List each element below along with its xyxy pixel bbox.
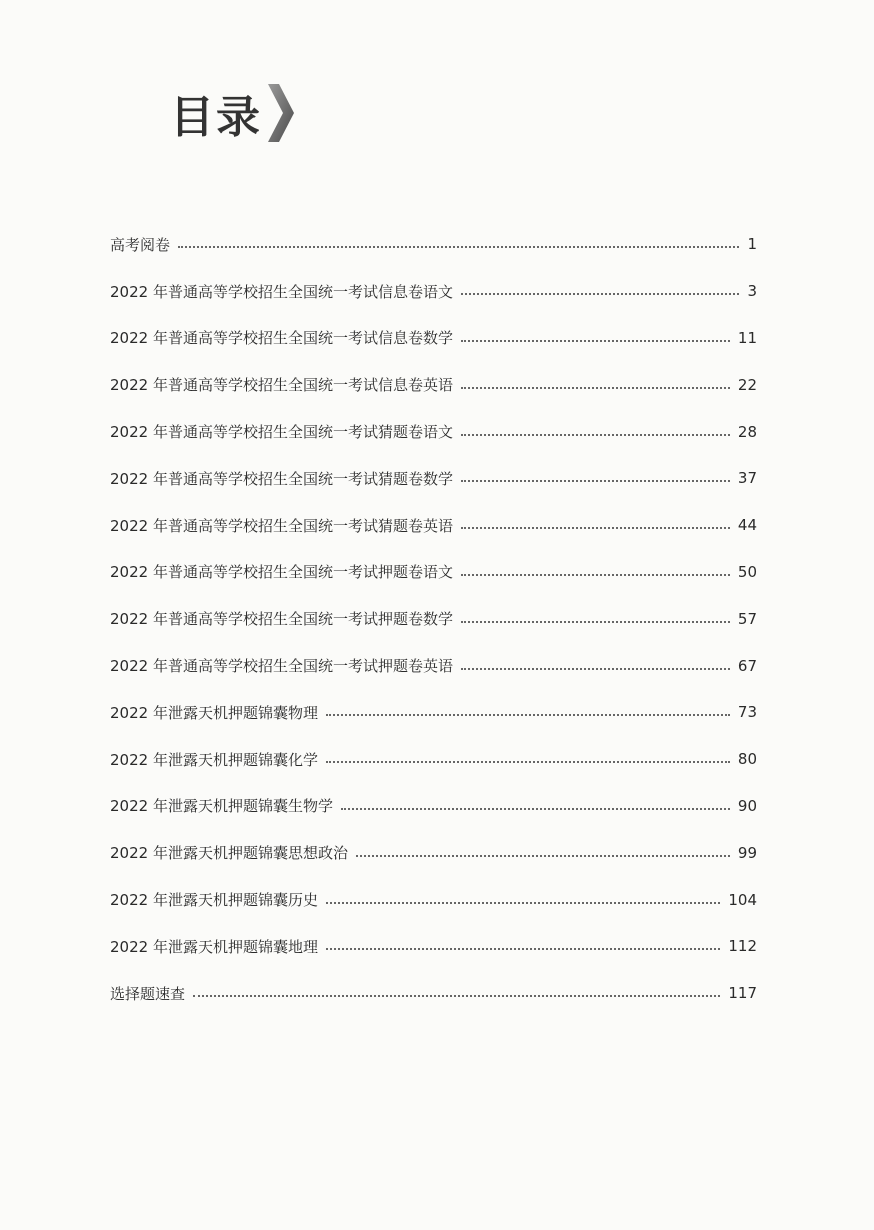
toc-page-number: 90 xyxy=(737,796,757,815)
toc-entry-title: 2022 年普通高等学校招生全国统一考试信息卷数学 xyxy=(110,329,453,348)
toc-entry[interactable] xyxy=(110,221,757,268)
dot-leader xyxy=(461,574,730,576)
table-of-contents xyxy=(110,221,757,1017)
dot-leader xyxy=(356,855,730,857)
dot-leader xyxy=(326,761,730,763)
toc-entry-title: 2022 年泄露天机押题锦囊生物学 xyxy=(110,797,333,816)
dot-leader xyxy=(326,714,730,716)
toc-entry-title: 2022 年泄露天机押题锦囊地理 xyxy=(110,937,318,956)
toc-page-number: 112 xyxy=(728,937,757,956)
dot-leader xyxy=(326,902,720,904)
toc-entry-title: 2022 年普通高等学校招生全国统一考试信息卷英语 xyxy=(110,376,453,395)
dot-leader xyxy=(461,387,730,389)
dot-leader xyxy=(461,621,730,623)
dot-leader xyxy=(461,527,730,529)
toc-entry[interactable] xyxy=(110,502,757,549)
toc-entry[interactable] xyxy=(110,315,757,362)
toc-entry-title: 2022 年普通高等学校招生全国统一考试押题卷数学 xyxy=(110,610,453,629)
toc-page-number: 28 xyxy=(737,422,757,441)
toc-entry-title: 2022 年普通高等学校招生全国统一考试猜题卷语文 xyxy=(110,423,453,442)
toc-page-number: 67 xyxy=(737,656,757,675)
toc-entry-title: 2022 年普通高等学校招生全国统一考试押题卷英语 xyxy=(110,657,453,676)
dot-leader xyxy=(461,668,730,670)
toc-entry-title: 2022 年泄露天机押题锦囊化学 xyxy=(110,750,318,769)
toc-entry[interactable] xyxy=(110,689,757,736)
dot-leader xyxy=(193,995,720,997)
toc-entry[interactable] xyxy=(110,923,757,970)
toc-entry-title: 2022 年普通高等学校招生全国统一考试猜题卷数学 xyxy=(110,469,453,488)
dot-leader xyxy=(461,434,730,436)
toc-entry[interactable] xyxy=(110,455,757,502)
toc-page-number: 22 xyxy=(737,375,757,394)
toc-entry[interactable] xyxy=(110,970,757,1017)
toc-page-number: 11 xyxy=(737,328,757,347)
toc-entry[interactable] xyxy=(110,783,757,830)
toc-page-number: 73 xyxy=(737,703,757,722)
toc-page-number: 44 xyxy=(737,516,757,535)
toc-entry-title: 2022 年泄露天机押题锦囊物理 xyxy=(110,703,318,722)
toc-page-number: 117 xyxy=(728,984,757,1003)
dot-leader xyxy=(341,808,730,810)
dot-leader xyxy=(178,246,739,248)
toc-entry[interactable] xyxy=(110,642,757,689)
toc-entry-title: 2022 年普通高等学校招生全国统一考试信息卷语文 xyxy=(110,282,453,301)
dot-leader xyxy=(326,948,720,950)
toc-entry[interactable] xyxy=(110,736,757,783)
toc-entry-title: 2022 年普通高等学校招生全国统一考试押题卷语文 xyxy=(110,563,453,582)
toc-page-number: 3 xyxy=(747,282,757,301)
toc-entry-title: 2022 年泄露天机押题锦囊思想政治 xyxy=(110,844,348,863)
toc-entry-title: 2022 年普通高等学校招生全国统一考试猜题卷英语 xyxy=(110,516,453,535)
toc-entry[interactable] xyxy=(110,268,757,315)
toc-header xyxy=(170,78,296,148)
chevron-right-icon xyxy=(266,80,296,146)
toc-entry-title: 选择题速查 xyxy=(110,984,186,1003)
toc-entry[interactable] xyxy=(110,595,757,642)
dot-leader xyxy=(461,480,730,482)
toc-page-number: 104 xyxy=(728,890,757,909)
dot-leader xyxy=(461,340,730,342)
toc-entry[interactable] xyxy=(110,549,757,596)
toc-page-number: 37 xyxy=(737,469,757,488)
toc-page-number: 50 xyxy=(737,562,757,581)
toc-entry[interactable] xyxy=(110,361,757,408)
toc-entry[interactable] xyxy=(110,408,757,455)
toc-page-number: 57 xyxy=(737,609,757,628)
toc-entry[interactable] xyxy=(110,876,757,923)
toc-page-number: 1 xyxy=(747,235,757,254)
dot-leader xyxy=(461,293,740,295)
toc-page-number: 80 xyxy=(737,750,757,769)
toc-page-number: 99 xyxy=(737,843,757,862)
toc-entry[interactable] xyxy=(110,829,757,876)
page-title: 目录 xyxy=(170,92,262,143)
toc-entry-title: 2022 年泄露天机押题锦囊历史 xyxy=(110,891,318,910)
toc-entry-title: 高考阅卷 xyxy=(110,235,171,254)
